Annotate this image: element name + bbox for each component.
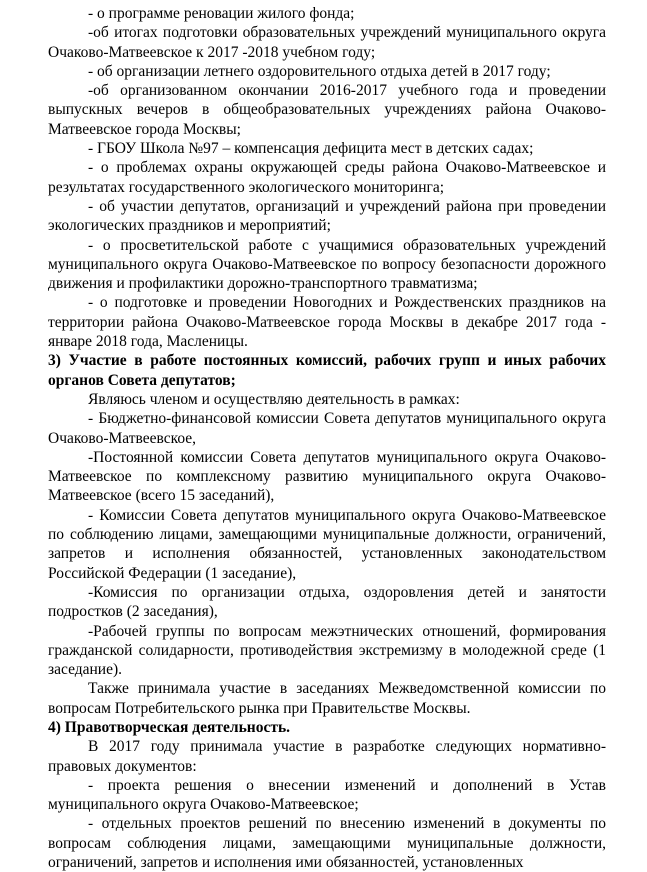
paragraph-interethnic-group: -Рабочей группы по вопросам межэтнических отношений, формирования гражданской солидарности, противодействия экстремизму в молодежной среде (1 заседание). bbox=[48, 622, 606, 679]
paragraph-holidays: - о подготовке и проведении Новогодних и Рождественских праздников на территории района Очаково-Матвеевское города Москвы в декабре 2017 года - январе 2018 года, Масленицы. bbox=[48, 294, 606, 351]
paragraph-restrictions-amendments: - отдельных проектов решений по внесению изменений в документы по вопросам соблюдения лицами, замещающими муниципальные должности, ограничений, запретов и исполнения ими обязанностей, установленных bbox=[48, 815, 606, 872]
paragraph-consumer-market: Также принимала участие в заседаниях Межведомственной комиссии по вопросам Потребительского рынка при Правительстве Москвы. bbox=[48, 680, 606, 717]
paragraph-road-safety: - о просветительской работе с учащимися образовательных учреждений муниципального округа Очаково-Матвеевское по вопросу безопасности дорожного движения и профилактики дорожно-транспортного травматизма; bbox=[48, 236, 606, 293]
paragraph-lawmaking-intro: В 2017 году принимала участие в разработке следующих нормативно-правовых документов: bbox=[48, 738, 606, 775]
section-heading-commissions: 3) Участие в работе постоянных комиссий, рабочих групп и иных рабочих органов Совета депутатов; bbox=[48, 352, 606, 389]
paragraph-charter-amendments: - проекта решения о внесении изменений и дополнений в Устав муниципального округа Очаково-Матвеевское; bbox=[48, 776, 606, 814]
document-page bbox=[48, 4, 606, 872]
paragraph-ethics-commission: - Комиссии Совета депутатов муниципального округа Очаково-Матвеевское по соблюдению лицами, замещающими муниципальные должности, ограничений, запретов и исполнения обязанностей, установленных законодательством Российской Федерации (1 заседание), bbox=[48, 506, 606, 582]
section-heading-lawmaking: 4) Правотворческая деятельность. bbox=[48, 718, 291, 736]
paragraph-eco-events: - об участии депутатов, организаций и учреждений района при проведении экологических праздников и мероприятий; bbox=[48, 197, 606, 235]
paragraph-development-commission: -Постоянной комиссии Совета депутатов муниципального округа Очаково-Матвеевское по комплексному развитию муниципального округа Очаково-Матвеевское (всего 15 заседаний), bbox=[48, 448, 606, 505]
paragraph-school-readiness: -об итогах подготовки образовательных учреждений муниципального округа Очаково-Матвеевское к 2017 -2018 учебном году; bbox=[48, 24, 606, 61]
paragraph-environment: - о проблемах охраны окружающей среды района Очаково-Матвеевское и результатах государственного экологического мониторинга; bbox=[48, 159, 606, 196]
paragraph-summer-rest: - об организации летнего оздоровительного отдыха детей в 2017 году; bbox=[88, 62, 551, 80]
paragraph-school-year-end: -об организованном окончании 2016-2017 учебного года и проведении выпускных вечеров в общеобразовательных учреждениях района Очаково-Матвеевское города Москвы; bbox=[48, 82, 606, 138]
paragraph-renovation: - о программе реновации жилого фонда; bbox=[88, 5, 355, 22]
paragraph-budget-commission: - Бюджетно-финансовой комиссии Совета депутатов муниципального округа Очаково-Матвеевское, bbox=[48, 410, 606, 447]
paragraph-membership-intro: Являюсь членом и осуществляю деятельность в рамках: bbox=[88, 390, 460, 408]
paragraph-children-commission: -Комиссия по организации отдыха, оздоровления детей и занятости подростков (2 заседания), bbox=[48, 583, 606, 621]
paragraph-school-97: - ГБОУ Школа №97 – компенсация дефицита мест в детских садах; bbox=[88, 140, 534, 158]
